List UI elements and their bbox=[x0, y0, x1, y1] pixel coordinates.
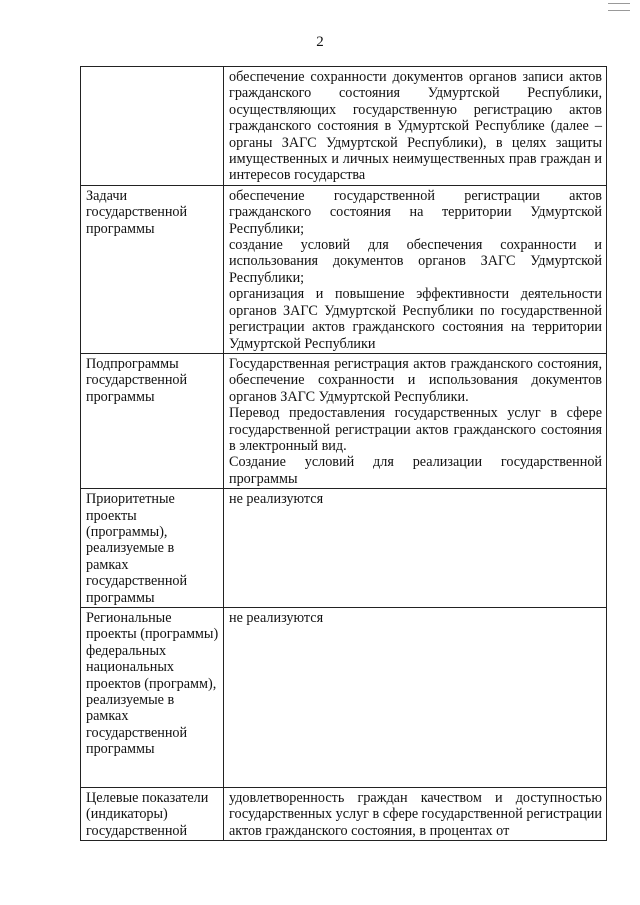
table-row bbox=[81, 67, 607, 186]
table-row bbox=[81, 185, 607, 353]
row-content bbox=[224, 185, 607, 353]
scan-corner-mark bbox=[608, 3, 630, 11]
content-paragraph: организация и повышение эффективности деятельности органов ЗАГС Удмуртской Республики по государственной регистрации актов гражданского состояния на территории Удмуртской Республики bbox=[229, 286, 602, 352]
row-content bbox=[224, 788, 607, 841]
page-number: 2 bbox=[316, 34, 324, 50]
row-content bbox=[224, 489, 607, 608]
row-content bbox=[224, 67, 607, 186]
content-paragraph: Государственная регистрация актов гражданского состояния, обеспечение сохранности и использования документов органов ЗАГС Удмуртской Республики. bbox=[229, 355, 602, 405]
row-label: Региональные проекты (программы) федеральных национальных проектов (программ), реализуемые в рамках государственной программы bbox=[81, 608, 224, 788]
content-paragraph: не реализуются bbox=[229, 491, 324, 508]
row-label: Приоритетные проекты (программы), реализуемые в рамках государственной программы bbox=[81, 489, 224, 608]
row-content bbox=[224, 608, 607, 788]
program-passport-table bbox=[80, 66, 607, 841]
table-row bbox=[81, 353, 607, 488]
table-row bbox=[81, 608, 607, 788]
content-paragraph: не реализуются bbox=[229, 610, 324, 626]
content-paragraph: Создание условий для реализации государственной программы bbox=[229, 454, 602, 487]
content-paragraph: удовлетворенность граждан качеством и доступностью государственных услуг в сфере государственной регистрации актов гражданского состояния, в процентах от bbox=[229, 790, 602, 839]
table-row bbox=[81, 788, 607, 841]
content-paragraph: создание условий для обеспечения сохранности и использования документов органов ЗАГС Удмуртской Республики; bbox=[229, 237, 602, 286]
row-content bbox=[224, 353, 607, 488]
content-paragraph: обеспечение государственной регистрации актов гражданского состояния на территории Удмуртской Республики; bbox=[229, 187, 602, 237]
content-paragraph: Перевод предоставления государственных услуг в сфере государственной регистрации актов гражданского состояния в электронный вид. bbox=[229, 405, 602, 454]
row-label: Задачи государственной программы bbox=[81, 185, 224, 353]
content-paragraph: обеспечение сохранности документов органов записи актов гражданского состояния Удмуртской Республики, осуществляющих государственную регистрацию актов гражданского состояния в Удмуртской Республике (далее – органы ЗАГС Удмуртской Республики), в целях защиты имущественных и личных неимущественных прав граждан и интересов государства bbox=[229, 69, 602, 184]
row-label: Целевые показатели (индикаторы) государственной bbox=[81, 788, 224, 841]
table-row bbox=[81, 489, 607, 608]
row-label: Подпрограммы государственной программы bbox=[81, 353, 224, 488]
row-label bbox=[81, 67, 224, 186]
